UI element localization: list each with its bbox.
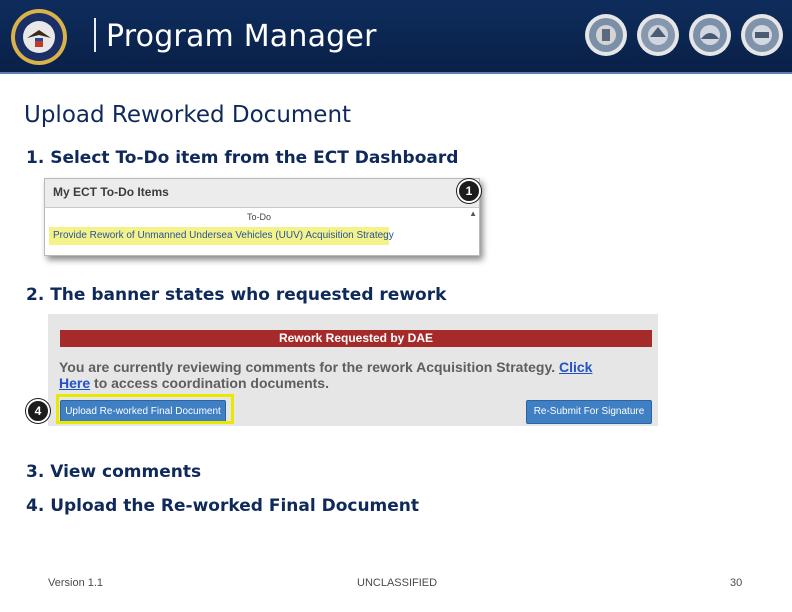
coordination-docs-link[interactable]: Click	[558, 359, 593, 375]
upload-reworked-document-button[interactable]: Upload Re-worked Final Document	[60, 400, 226, 424]
notice-text-2: to access coordination documents.	[94, 375, 329, 391]
callout-badge: 1	[457, 179, 481, 203]
slide-title: Upload Reworked Document	[24, 102, 352, 128]
todo-item-link[interactable]: Provide Rework of Unmanned Undersea Vehicles (UUV) Acquisition Strategy	[53, 230, 394, 241]
callout-badge: 4	[26, 399, 50, 423]
step-1-text: 1. Select To-Do item from the ECT Dashboard	[26, 148, 459, 168]
footer-page-number: 30	[730, 577, 743, 589]
todo-column-header: To-Do	[247, 212, 272, 222]
header-rule	[0, 72, 792, 74]
navy-seal-icon	[688, 13, 732, 57]
rework-notice	[59, 359, 649, 391]
air-force-seal-icon	[740, 13, 784, 57]
resubmit-for-signature-button[interactable]: Re-Submit For Signature	[526, 400, 652, 424]
upload-button-highlight	[56, 394, 234, 424]
todo-panel-heading: My ECT To-Do Items	[53, 185, 169, 199]
footer-classification: UNCLASSIFIED	[357, 577, 438, 589]
rework-banner	[60, 330, 652, 347]
step-2-text: 2. The banner states who requested rework	[26, 285, 447, 305]
todo-list-item[interactable]	[49, 227, 394, 245]
header-bar	[0, 0, 792, 74]
marine-corps-seal-icon	[636, 13, 680, 57]
step-3-text: 3. View comments	[26, 462, 202, 482]
dod-seal-icon	[10, 8, 68, 66]
notice-text: You are currently reviewing comments for the rework Acquisition Strategy.	[59, 359, 556, 375]
ect-todo-panel	[44, 178, 480, 256]
footer-version: Version 1.1	[48, 577, 104, 589]
rework-banner-text: Rework Requested by DAE	[278, 331, 434, 345]
todo-panel-header	[45, 179, 479, 208]
app-title: Program Manager	[106, 19, 377, 54]
coordination-docs-link-2[interactable]: Here	[59, 375, 91, 391]
sort-arrow-icon[interactable]: ▲	[469, 209, 477, 218]
army-seal-icon	[584, 13, 628, 57]
title-divider	[94, 18, 96, 52]
step-4-text: 4. Upload the Re-worked Final Document	[26, 496, 420, 516]
